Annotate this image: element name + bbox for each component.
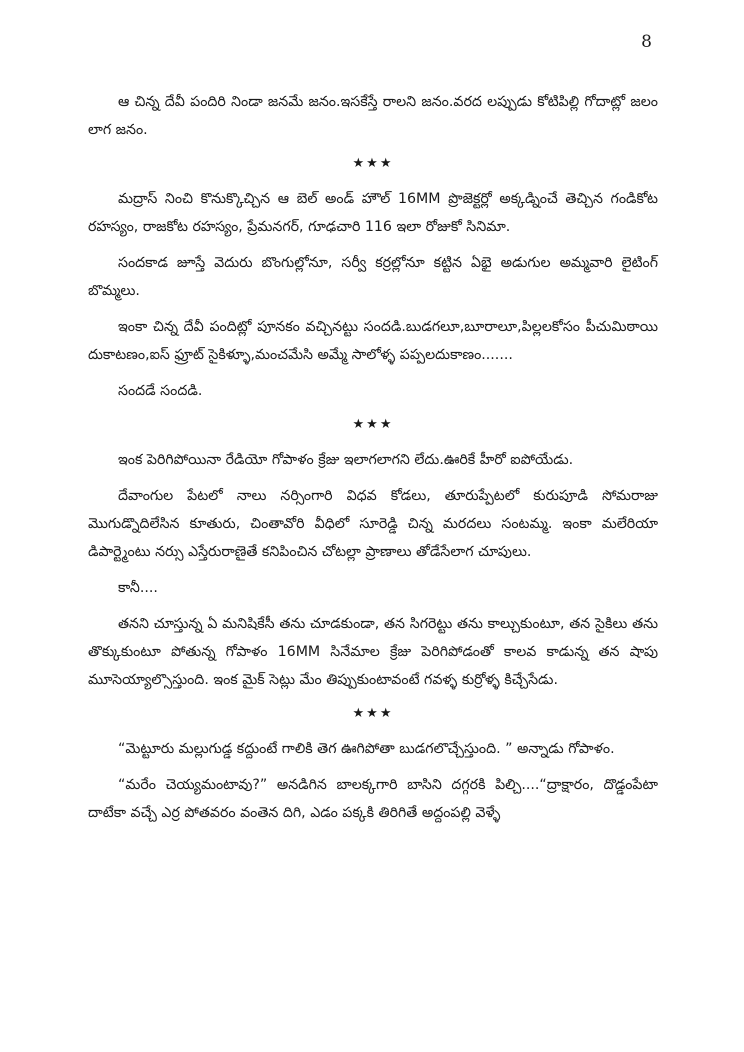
- section-separator: ★★★: [352, 417, 394, 432]
- paragraph: “మెట్టూరు మల్లుగుడ్డ కద్దుంటే గాలికి తెగ ఊగిపోతా బుడగలొచ్చేస్తుంది. ” అన్నాడు గోపాళం.: [118, 741, 615, 757]
- paragraph: ఇంక పెరిగిపోయినా రేడియో గోపాళం క్రేజు ఇలాగలాగని లేదు.ఊరికే హీరో ఐపోయేడు.: [118, 452, 574, 468]
- paragraph: దేవాంగుల పేటలో నాలు నర్సింగారి విధవ కోడలు, తూరుప్పేటలో కురుపూడి సోమరాజు మొగుడ్నొదిలేసిన కూతురు, చింతావోరి వీధిలో సూరెడ్డి చిన్న మరదలు సంటమ్మ. ఇంకా మలేరియా డిపార్ట్మెంటు నర్సు ఎస్తేరురాణైతే కనిపించిన చోటల్లా ప్రాణాలు తోడేసేలాగ చూపులు.: [88, 488, 658, 560]
- paragraph: కానీ....: [118, 580, 158, 596]
- document-body: [88, 88, 658, 835]
- section-separator: ★★★: [352, 156, 394, 171]
- paragraph: ఇంకా చిన్న దేవీ పందిట్లో పూనకం వచ్చినట్టు సందడి.బుడగలూ,బూరాలూ,పిల్లలకోసం పీచుమిఠాయి దుకాటణం,ఐస్ ఫ్రూట్ సైకిళ్ళూ,మంచమేసి అమ్మే సాలోళ్ళ పప్పలదుకాణం.......: [88, 319, 658, 363]
- paragraph: “మరేం చెయ్యమంటావు?” అనడిగిన బాలక్కగారి బాసిని దగ్గరకి పిల్చి....“ద్రాక్షారం, దొడ్డంపేటా దాటేకా వచ్చే ఎర్ర పోతవరం వంతెన దిగి, ఎడం పక్కకి తిరిగితే అద్దంపల్లి వెళ్ళే: [88, 777, 658, 821]
- paragraph: మద్రాస్ నించి కొనుక్కొచ్చిన ఆ బెల్ అండ్ హౌల్ 16MM ప్రొజెక్టర్లో అక్కడ్నించే తెచ్చిన గండికోట రహస్యం, రాజకోట రహస్యం, ప్రేమనగర్, గూఢచారి 116 ఇలా రోజుకో సినిమా.: [88, 191, 658, 235]
- paragraph: ఆ చిన్న దేవీ పందిరి నిండా జనమే జనం.ఇసకేస్తే రాలని జనం.వరద లప్పుడు కోటిపిల్లి గోదాట్లో జలం లాగ జనం.: [88, 94, 658, 138]
- paragraph: తనని చూస్తున్న ఏ మనిషికేసీ తను చూడకుండా, తన సిగరెట్టు తను కాల్చుకుంటూ, తన సైకిలు తను తొక్కుకుంటూ పోతున్న గోపాళం 16MM సినేమాల క్రేజు పెరిగిపోడంతో కాలవ కాడున్న తన షాపు మూసెయ్యాల్సొస్తుంది. ఇంక మైక్ సెట్లు మేం తిప్పుకుంటావంటే గవళ్ళ కుర్రోళ్ళ కిచ్చేసేడు.: [88, 616, 658, 688]
- paragraph: సందడే సందడి.: [118, 383, 203, 399]
- section-separator: ★★★: [352, 706, 394, 721]
- page-number: 8: [641, 32, 652, 52]
- paragraph: సందకాడ జూస్తే వెదురు బొంగుల్లోనూ, సర్వీ కర్రల్లోనూ కట్టిన ఏభై అడుగుల అమ్మవారి లైటింగ్ బొమ్మలు.: [88, 255, 658, 299]
